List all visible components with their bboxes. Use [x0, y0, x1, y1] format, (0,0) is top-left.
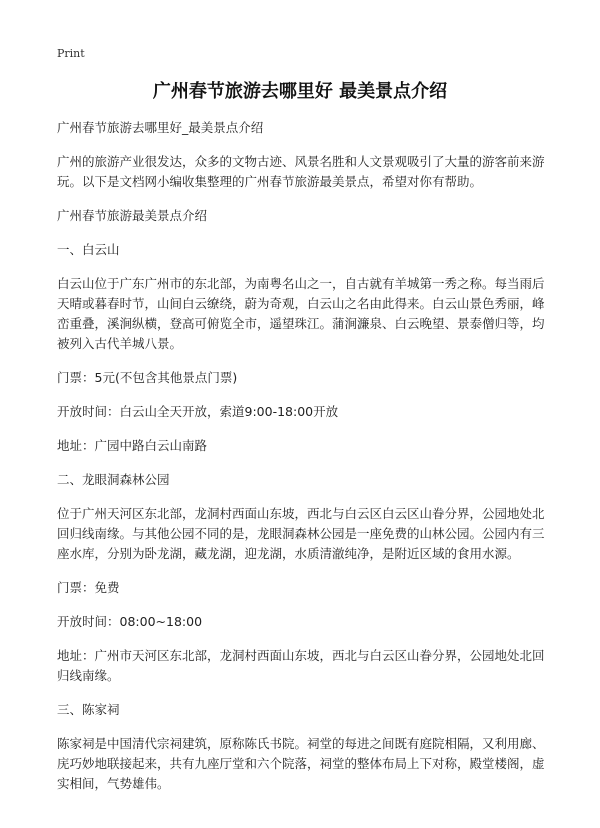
spot-heading-baiyunshan: 一、白云山 [57, 242, 120, 257]
ticket-longyandong: 门票：免费 [57, 580, 120, 595]
spot-description-baiyunshan: 白云山位于广东广州市的东北部，为南粤名山之一，自古就有羊城第一秀之称。每当雨后天晴或暮春时节，山间白云缭绕，蔚为奇观，白云山之名由此得来。白云山景色秀丽，峰峦重叠，溪涧纵横，登高可俯览全市，遥望珠江。蒲涧濂泉、白云晚望、景泰僧归等，均被列入古代羊城八景。 [57, 276, 545, 351]
page-title: 广州春节旅游去哪里好 最美景点介绍 [152, 81, 448, 102]
subtitle-line: 广州春节旅游去哪里好_最美景点介绍 [57, 120, 264, 135]
spot-description-longyandong: 位于广州天河区东北部，龙洞村西面山东坡，西北与白云区白云区山眷分界，公园地处北回归线南缘。与其他公园不同的是，龙眼洞森林公园是一座免费的山林公园。公园内有三座水库，分别为卧龙湖，藏龙湖，迎龙湖，水质清澈纯净，是附近区域的食用水源。 [57, 506, 545, 561]
section-heading: 广州春节旅游最美景点介绍 [57, 208, 208, 223]
ticket-baiyunshan: 门票：5元(不包含其他景点门票) [57, 370, 238, 385]
spot-heading-chenjiaci: 三、陈家祠 [57, 702, 120, 717]
address-longyandong: 地址：广州市天河区东北部，龙洞村西面山东坡，西北与白云区山眷分界，公园地处北回归线南缘。 [57, 648, 545, 683]
article-body [57, 118, 547, 808]
address-baiyunshan: 地址：广园中路白云山南路 [57, 438, 208, 453]
hours-baiyunshan: 开放时间：白云山全天开放，索道9:00-18:00开放 [57, 404, 339, 419]
spot-heading-longyandong: 二、龙眼洞森林公园 [57, 472, 170, 487]
spot-description-chenjiaci: 陈家祠是中国清代宗祠建筑，原称陈氏书院。祠堂的每进之间既有庭院相隔，又利用廊、庑巧妙地联接起来，共有九座厅堂和六个院落，祠堂的整体布局上下对称，殿堂楼阁，虚实相间，气势雄伟。 [57, 736, 545, 791]
intro-paragraph: 广州的旅游产业很发达，众多的文物古迹、风景名胜和人文景观吸引了大量的游客前来游玩。以下是文档网小编收集整理的广州春节旅游最美景点，希望对你有帮助。 [57, 154, 545, 189]
print-link[interactable]: Print [57, 47, 85, 60]
hours-longyandong: 开放时间：08:00~18:00 [57, 614, 203, 629]
